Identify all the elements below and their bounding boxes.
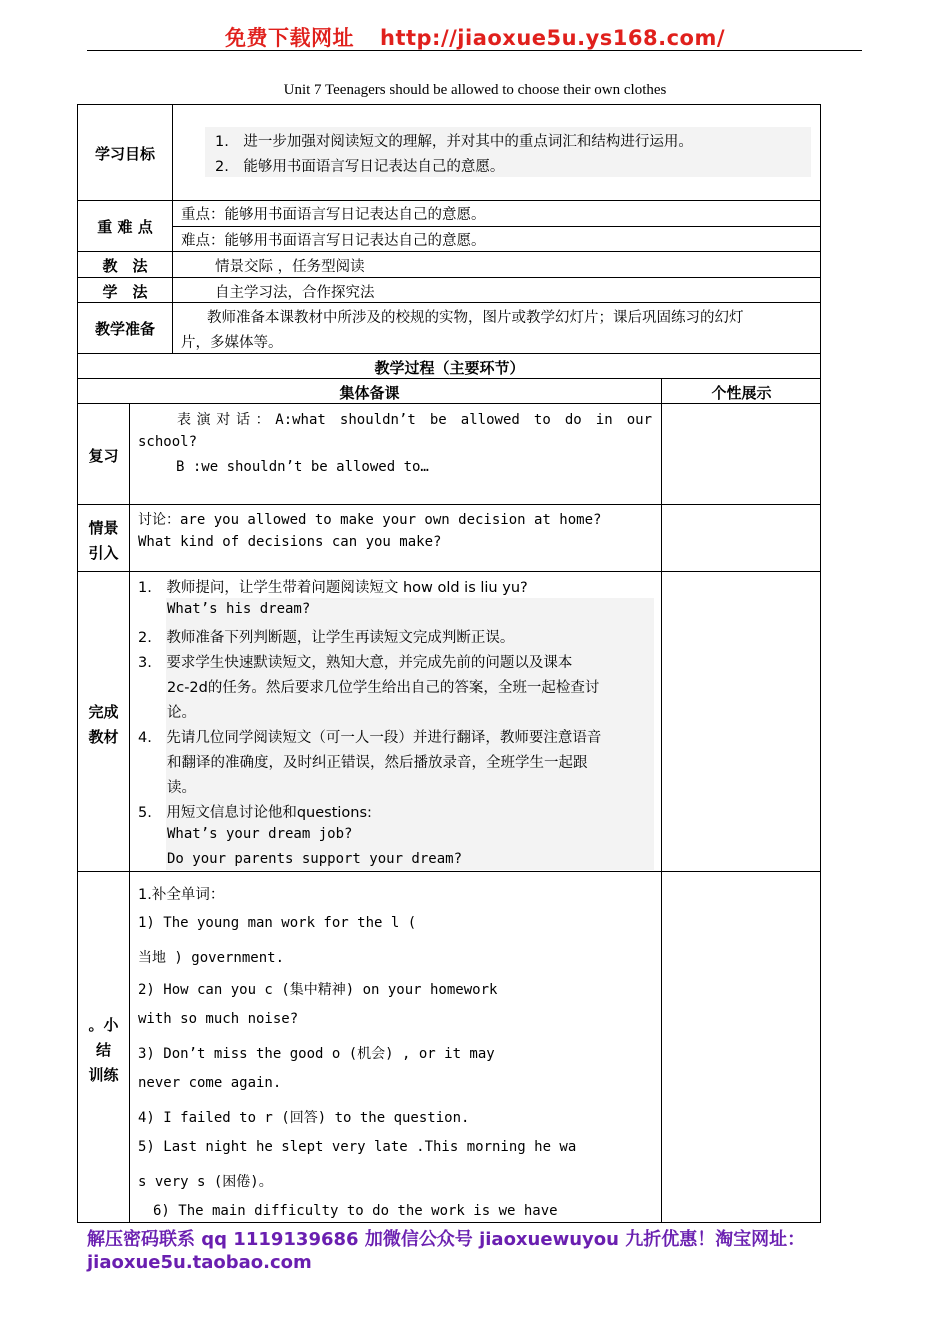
- col-rule: [661, 378, 662, 1223]
- header-url[interactable]: http://jiaoxue5u.ys168.com/: [380, 26, 725, 50]
- document-title: Unit 7 Teenagers should be allowed to choose their own clothes: [283, 82, 667, 98]
- teaching-method: 情景交际 ，任务型阅读: [215, 259, 365, 275]
- complete-line-8: 和翻译的准确度，及时纠正错误，然后播放录音，全班学生一起跟: [167, 755, 588, 771]
- row-rule: [77, 353, 821, 354]
- row-rule: [77, 378, 821, 379]
- complete-line-4: 3. 要求学生快速默读短文，熟知大意，并完成先前的问题以及课本: [138, 655, 573, 671]
- review-label: 复习: [88, 447, 119, 465]
- intro-line-2: What kind of decisions can you make?: [138, 534, 442, 550]
- summary-label-1: 。小: [88, 1016, 119, 1034]
- intro-label-2: 引入: [88, 544, 119, 562]
- goals-label: 学习目标: [94, 145, 155, 163]
- exercise-1-line-2: 当地 ) government.: [138, 950, 285, 966]
- exercise-3-line-1: 3) Don’t miss the good o (机会) , or it may: [138, 1046, 495, 1062]
- col-rule: [172, 104, 173, 353]
- exercise-5-line-1: 5) Last night he slept very late .This morning he wa: [138, 1139, 577, 1155]
- complete-line-9: 读。: [167, 780, 196, 796]
- complete-line-1: 1. 教师提问，让学生带着问题阅读短文 how old is liu yu?: [138, 580, 528, 596]
- header-download-link[interactable]: [0, 22, 950, 52]
- learning-method: 自主学习法，合作探究法: [215, 285, 375, 301]
- exercise-6: 6) The main difficulty to do the work is we have: [153, 1203, 558, 1219]
- complete-line-5: 2c-2d的任务。然后要求几位学生给出自己的答案，全班一起检查讨: [167, 680, 600, 696]
- goal-item-2: 2. 能够用书面语言写日记表达自己的意愿。: [215, 159, 505, 175]
- exercise-1-line-1: 1) The young man work for the l (: [138, 915, 417, 931]
- intro-label-1: 情景: [88, 519, 119, 537]
- row-rule: [77, 302, 821, 303]
- exercise-title: 1.补全单词：: [138, 887, 225, 903]
- collective-column-header: 集体备课: [339, 384, 400, 402]
- exercise-2-line-1: 2) How can you c (集中精神) on your homework: [138, 982, 498, 998]
- personal-column-header: 个性展示: [711, 384, 772, 402]
- header-label: 免费下载网址: [225, 26, 354, 50]
- row-rule: [77, 504, 821, 505]
- complete-line-12: Do your parents support your dream?: [167, 851, 463, 867]
- preparation-line-2: 片，多媒体等。: [181, 335, 283, 351]
- complete-label-1: 完成: [88, 703, 119, 721]
- review-line-2: school?: [138, 434, 198, 450]
- complete-line-10: 5. 用短文信息讨论他和questions:: [138, 805, 372, 821]
- teaching-method-label: 教 法: [102, 257, 148, 275]
- learning-method-label: 学 法: [102, 283, 148, 301]
- complete-line-6: 论。: [167, 705, 196, 721]
- row-rule: [77, 251, 821, 252]
- col-rule: [129, 403, 130, 1223]
- key-points-label: 重 难 点: [97, 218, 153, 236]
- header-rule: [87, 50, 862, 51]
- row-rule: [77, 200, 821, 201]
- exercise-2-line-2: with so much noise?: [138, 1011, 299, 1027]
- exercise-3-line-2: never come again.: [138, 1075, 282, 1091]
- key-point: 重点：能够用书面语言写日记表达自己的意愿。: [181, 207, 486, 223]
- summary-label-2: 结: [95, 1041, 111, 1059]
- row-rule: [77, 277, 821, 278]
- review-line-3: B :we shouldn’t be allowed to…: [176, 459, 429, 475]
- preparation-line-1: 教师准备本课教材中所涉及的校规的实物，图片或教学幻灯片；课后巩固练习的幻灯: [207, 310, 744, 326]
- row-rule: [77, 871, 821, 872]
- complete-line-7: 4. 先请几位同学阅读短文（可一人一段）并进行翻译，教师要注意语音: [138, 730, 602, 746]
- row-rule: [77, 403, 821, 404]
- process-heading: 教学过程（主要环节）: [374, 359, 525, 377]
- review-line-1: 表演对话：A:what shouldn’t be allowed to do in our: [177, 412, 652, 428]
- summary-label-3: 训练: [88, 1066, 119, 1084]
- preparation-label: 教学准备: [94, 320, 155, 338]
- intro-line-1: 讨论：are you allowed to make your own decision at home?: [138, 512, 602, 528]
- row-rule: [77, 571, 821, 572]
- goal-item-1: 1. 进一步加强对阅读短文的理解，并对其中的重点词汇和结构进行运用。: [215, 134, 693, 150]
- exercise-4: 4) I failed to r (回答) to the question.: [138, 1110, 470, 1126]
- footer-contact: 解压密码联系 qq 1119139686 加微信公众号 jiaoxuewuyou 九折优惠！淘宝网址：jiaoxue5u.taobao.com: [87, 1229, 806, 1273]
- row-rule: [172, 226, 821, 227]
- complete-line-2: What’s his dream?: [167, 601, 311, 617]
- complete-label-2: 教材: [88, 728, 119, 746]
- complete-line-11: What’s your dream job?: [167, 826, 353, 842]
- exercise-5-line-2: s very s (困倦)。: [138, 1174, 273, 1190]
- difficult-point: 难点：能够用书面语言写日记表达自己的意愿。: [181, 233, 486, 249]
- complete-line-3: 2. 教师准备下列判断题，让学生再读短文完成判断正误。: [138, 630, 515, 646]
